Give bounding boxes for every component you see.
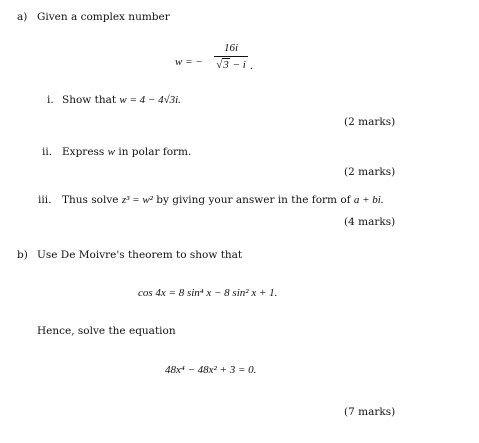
item-iii-marks: (4 marks) (344, 216, 396, 228)
item-i-text: Show that w = 4 − 4√3i. (62, 94, 181, 106)
part-b-label: b) (17, 249, 28, 261)
item-ii-marks: (2 marks) (344, 166, 396, 178)
part-a-intro: Given a complex number (37, 11, 170, 23)
item-numeral-iii: iii. (38, 194, 52, 206)
item-ii-math: w (107, 146, 115, 158)
item-i-marks: (2 marks) (344, 116, 396, 128)
part-b-intro: Use De Moivre's theorem to show that (37, 249, 243, 261)
hence-text: Hence, solve the equation (37, 325, 176, 337)
item-numeral-ii: ii. (42, 146, 53, 158)
trig-identity: cos 4x = 8 sin⁴ x − 8 sin² x + 1. (138, 287, 278, 299)
denominator-rest: − i (229, 59, 246, 71)
part-b-marks: (7 marks) (344, 406, 396, 418)
item-ii-text: Express w in polar form. (62, 146, 192, 158)
item-numeral-i: i. (47, 94, 54, 106)
equation-lhs: w = − (175, 56, 203, 68)
fraction-denominator: √3 − i (216, 59, 246, 71)
equation-fraction (214, 42, 248, 71)
quartic-equation: 48x⁴ − 48x² + 3 = 0. (165, 364, 257, 376)
part-a-label: a) (17, 11, 28, 23)
item-iii-text: Thus solve z³ = w² by giving your answer in the form of a + bi. (62, 194, 384, 206)
item-i-math: w = 4 − 4√3i. (119, 94, 181, 106)
item-iii-math2: a + bi. (353, 194, 384, 206)
equation-period: . (250, 60, 253, 72)
fraction-numerator: 16i (223, 42, 239, 54)
item-iii-math: z³ = w² (121, 194, 153, 206)
sqrt-radicand: 3 (223, 59, 229, 71)
